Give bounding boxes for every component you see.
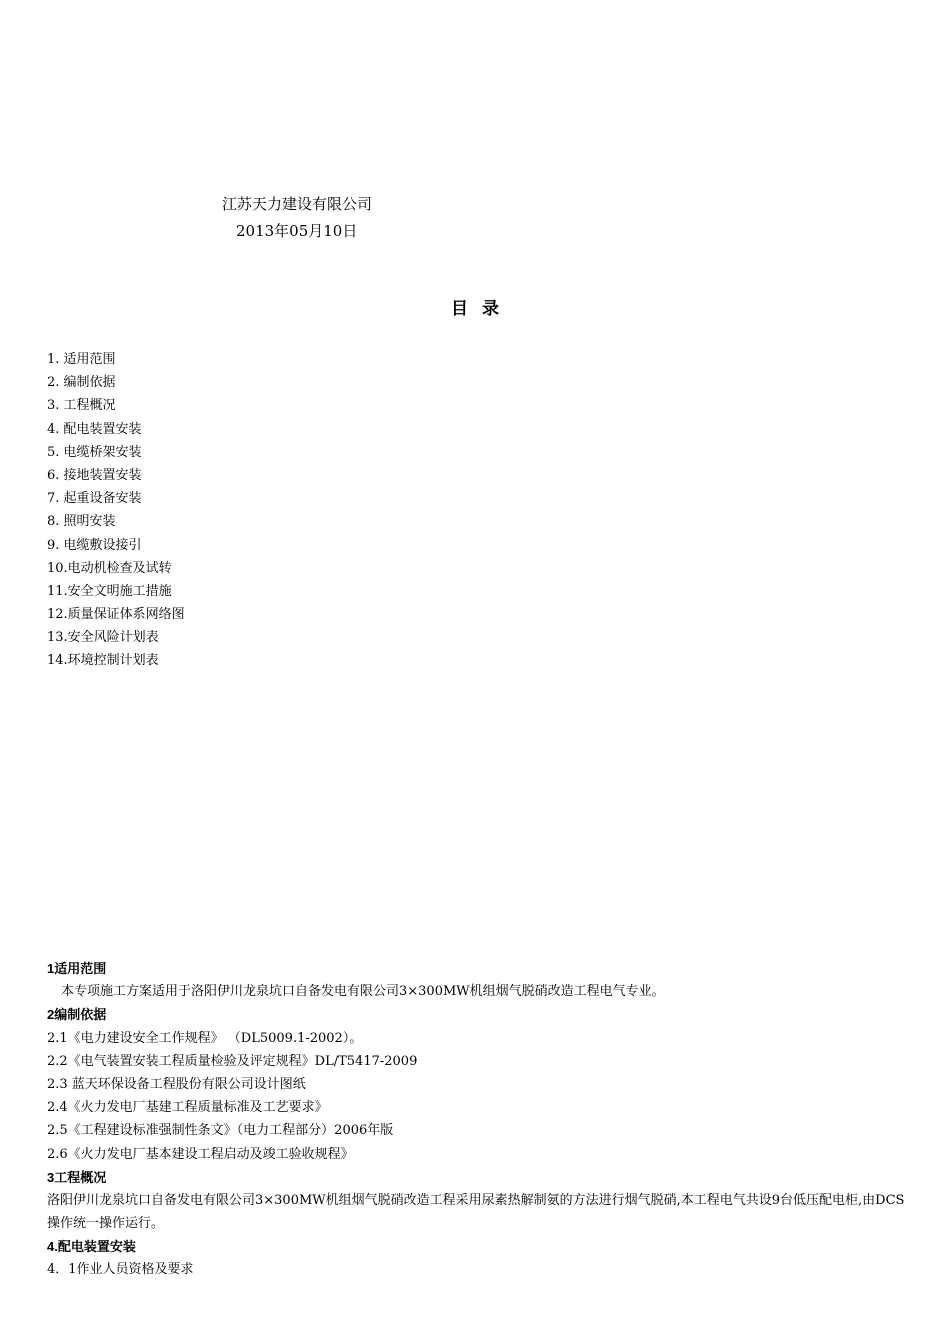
section-2-item: 2.2《电气装置安装工程质量检验及评定规程》DL/T5417-2009 [47,1053,418,1069]
section-2-heading: 2编制依据 [47,1007,107,1023]
toc-item: 5. 电缆桥架安装 [47,444,142,460]
section-3-text: 洛阳伊川龙泉坑口自备发电有限公司3×300MW机组烟气脱硝改造工程采用尿素热解制氨的方法进行烟气脱硝,本工程电气共设9台低压配电柜,由DCS操作统一操作运行。 [47,1192,905,1232]
toc-list [47,350,185,675]
toc-item: 7. 起重设备安装 [47,491,142,507]
section-4-heading: 4.配电装置安装 [47,1239,136,1255]
toc-item: 1. 适用范围 [47,352,116,367]
toc-item: 12.质量保证体系网络图 [47,607,185,623]
company-name: 江苏天力建设有限公司 [222,195,373,213]
document-body [47,957,909,1282]
toc-item: 14.环境控制计划表 [47,653,159,669]
toc-item: 13.安全风险计划表 [47,630,159,646]
toc-item: 4. 配电装置安装 [47,421,142,437]
toc-item: 3. 工程概况 [47,398,116,414]
section-2-item: 2.3 蓝天环保设备工程股份有限公司设计图纸 [47,1076,306,1092]
section-4-subheading: 4．1作业人员资格及要求 [47,1262,194,1278]
section-2-item: 2.1《电力建设安全工作规程》 （DL5009.1-2002）。 [47,1030,363,1046]
section-2-item: 2.4《火力发电厂基建工程质量标准及工艺要求》 [47,1100,328,1116]
toc-item: 11.安全文明施工措施 [47,583,172,599]
toc-item: 8. 照明安装 [47,514,116,530]
toc-item: 10.电动机检查及试转 [47,560,172,576]
section-2-item: 2.5《工程建设标准强制性条文》（电力工程部分）2006年版 [47,1123,394,1139]
toc-title: 目录 [451,299,513,319]
toc-item: 2. 编制依据 [47,375,116,391]
section-2-item: 2.6《火力发电厂基本建设工程启动及竣工验收规程》 [47,1146,354,1162]
section-1-text: 本专项施工方案适用于洛阳伊川龙泉坑口自备发电有限公司3×300MW机组烟气脱硝改造工程电气专业。 [61,984,665,1000]
document-date: 2013年05月10日 [236,222,358,240]
section-1-heading: 1适用范围 [47,961,107,976]
section-3-heading: 3工程概况 [47,1169,107,1185]
toc-item: 6. 接地装置安装 [47,467,142,483]
toc-item: 9. 电缆敷设接引 [47,537,142,553]
